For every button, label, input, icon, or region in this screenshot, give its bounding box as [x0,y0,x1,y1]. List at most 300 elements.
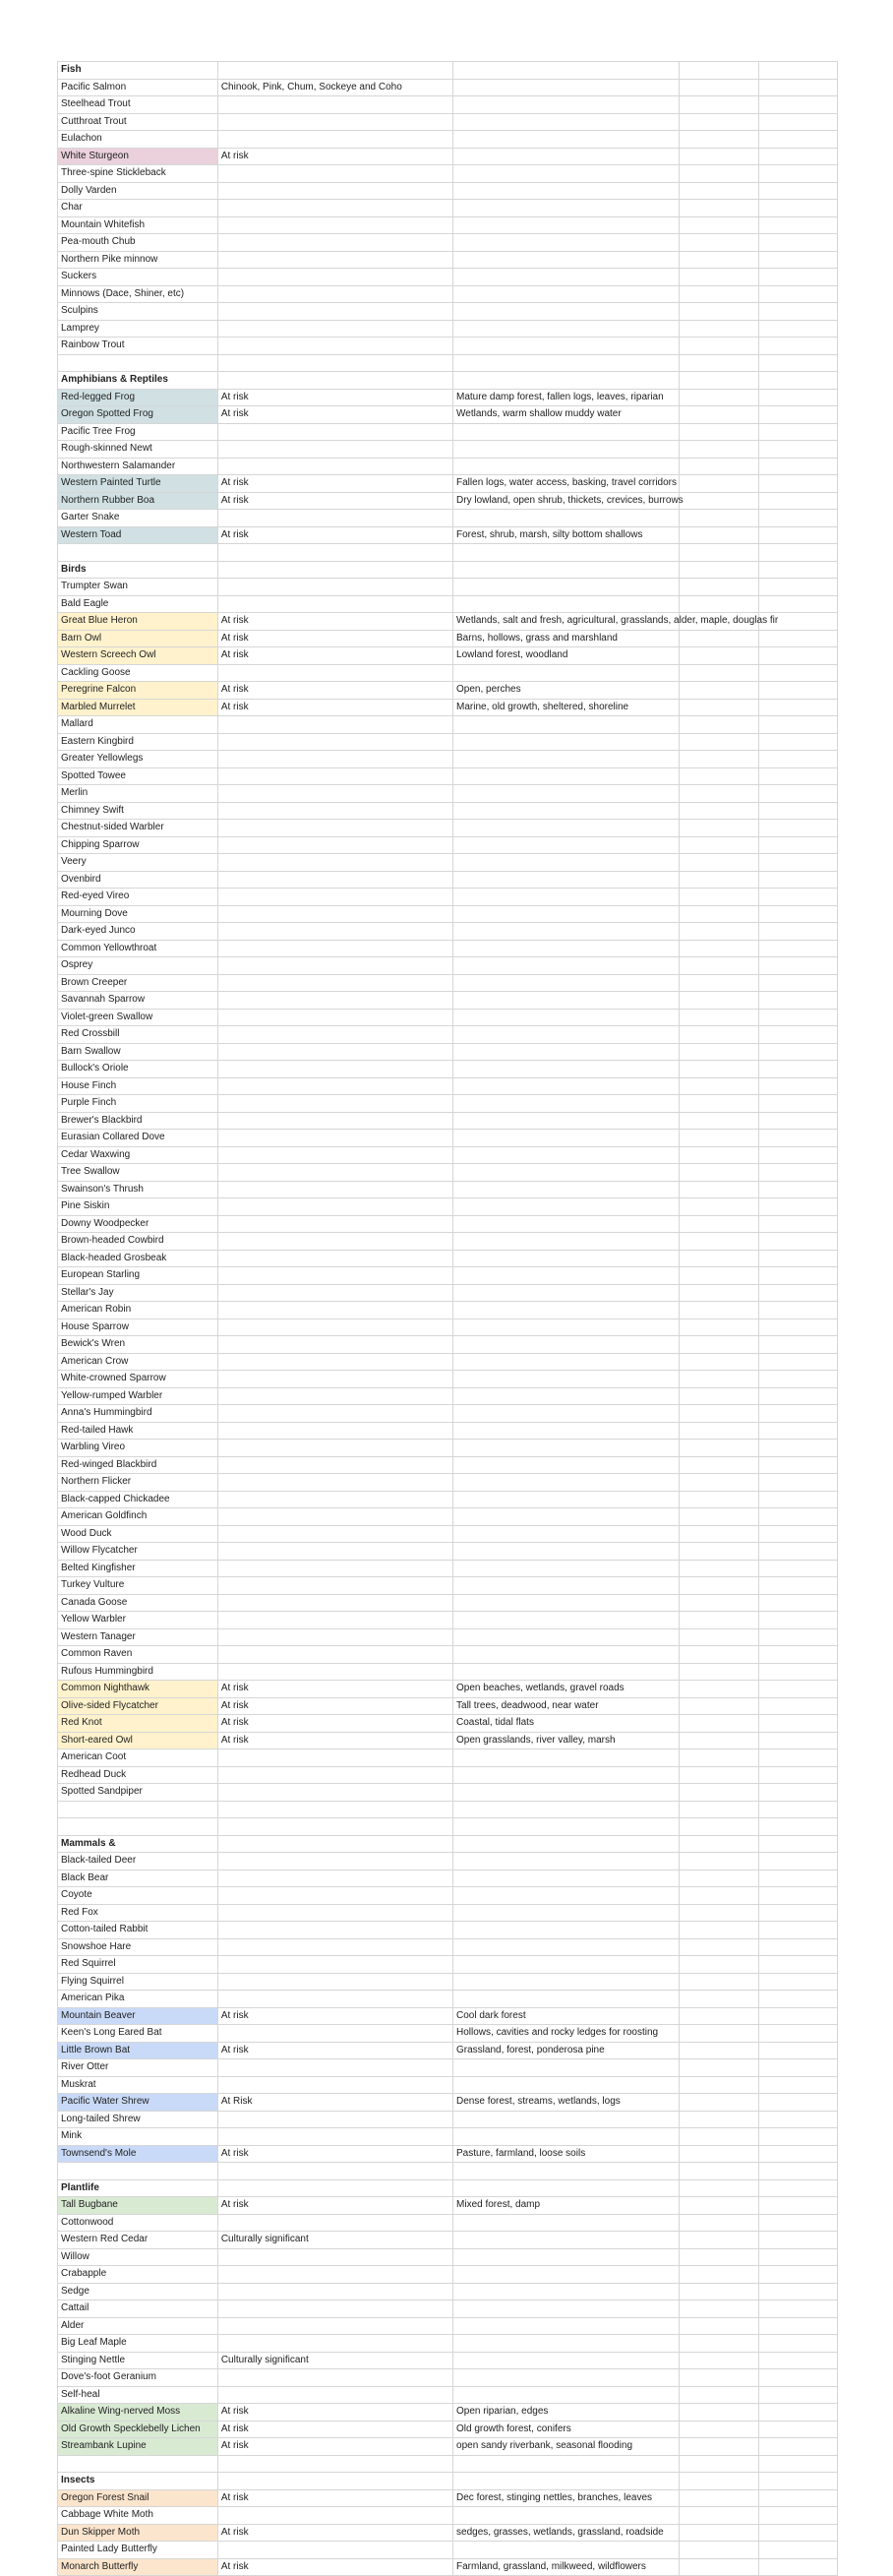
empty-cell[interactable] [758,475,837,493]
empty-cell[interactable] [758,1697,837,1715]
status-cell[interactable]: At risk [217,526,452,544]
species-name-cell[interactable]: Chipping Sparrow [58,836,218,854]
empty-cell[interactable] [758,423,837,441]
empty-cell[interactable] [680,2369,758,2387]
species-name-cell[interactable]: Red Fox [58,1904,218,1922]
empty-cell[interactable] [758,1164,837,1182]
empty-cell[interactable] [680,664,758,682]
species-name-cell[interactable]: Dove's-foot Geranium [58,2369,218,2387]
empty-cell[interactable] [680,165,758,183]
empty-cell[interactable] [758,647,837,665]
species-name-cell[interactable]: Coyote [58,1887,218,1905]
habitat-cell[interactable]: sedges, grasses, wetlands, grassland, roadside [453,2524,680,2542]
empty-cell[interactable] [758,303,837,321]
habitat-cell[interactable] [453,2455,680,2473]
status-cell[interactable] [217,1077,452,1095]
status-cell[interactable] [217,200,452,217]
habitat-cell[interactable] [453,1646,680,1664]
empty-cell[interactable] [680,1594,758,1612]
habitat-cell[interactable] [453,905,680,923]
status-cell[interactable] [217,2317,452,2335]
empty-cell[interactable] [758,251,837,269]
species-name-cell[interactable]: Northern Rubber Boa [58,492,218,510]
habitat-cell[interactable] [453,1440,680,1457]
habitat-cell[interactable] [453,285,680,303]
status-cell[interactable] [217,733,452,751]
empty-cell[interactable] [758,2059,837,2077]
habitat-cell[interactable] [453,62,680,80]
habitat-cell[interactable] [453,2473,680,2490]
habitat-cell[interactable]: Tall trees, deadwood, near water [453,1697,680,1715]
habitat-cell[interactable] [453,337,680,355]
habitat-cell[interactable] [453,836,680,854]
empty-cell[interactable] [758,510,837,527]
empty-cell[interactable] [680,1715,758,1733]
status-cell[interactable] [217,544,452,562]
empty-cell[interactable] [758,406,837,424]
empty-cell[interactable] [758,1508,837,1526]
habitat-cell[interactable] [453,1766,680,1784]
habitat-cell[interactable] [453,767,680,785]
status-cell[interactable] [217,664,452,682]
species-name-cell[interactable]: Brewer's Blackbird [58,1112,218,1130]
empty-cell[interactable] [680,2059,758,2077]
empty-cell[interactable] [680,923,758,941]
status-cell[interactable]: At risk [217,2421,452,2438]
empty-cell[interactable] [758,182,837,200]
empty-cell[interactable] [680,2197,758,2215]
status-cell[interactable] [217,1474,452,1492]
species-name-cell[interactable]: Red Knot [58,1715,218,1733]
species-name-cell[interactable] [58,1801,218,1818]
empty-cell[interactable] [758,905,837,923]
empty-cell[interactable] [680,1440,758,1457]
empty-cell[interactable] [758,561,837,579]
habitat-cell[interactable] [453,441,680,459]
habitat-cell[interactable] [453,113,680,131]
status-cell[interactable]: At risk [217,2524,452,2542]
status-cell[interactable] [217,1198,452,1216]
empty-cell[interactable] [758,2163,837,2180]
status-cell[interactable] [217,2128,452,2146]
habitat-cell[interactable] [453,2317,680,2335]
empty-cell[interactable] [680,871,758,889]
habitat-cell[interactable] [453,320,680,337]
empty-cell[interactable] [680,148,758,165]
empty-cell[interactable] [680,1577,758,1595]
species-name-cell[interactable]: Belted Kingfisher [58,1560,218,1577]
status-cell[interactable] [217,1887,452,1905]
species-name-cell[interactable]: Flying Squirrel [58,1973,218,1991]
empty-cell[interactable] [680,1922,758,1939]
empty-cell[interactable] [680,1284,758,1302]
status-cell[interactable] [217,1233,452,1251]
status-cell[interactable] [217,1560,452,1577]
species-name-cell[interactable]: Red-legged Frog [58,389,218,406]
habitat-cell[interactable] [453,2248,680,2266]
status-cell[interactable] [217,1508,452,1526]
status-cell[interactable]: At risk [217,2438,452,2456]
empty-cell[interactable] [758,2128,837,2146]
status-cell[interactable] [217,1904,452,1922]
habitat-cell[interactable] [453,1284,680,1302]
habitat-cell[interactable] [453,1818,680,1836]
species-name-cell[interactable]: Western Screech Owl [58,647,218,665]
empty-cell[interactable] [758,2438,837,2456]
species-name-cell[interactable]: Bewick's Wren [58,1336,218,1354]
species-name-cell[interactable]: Barn Swallow [58,1043,218,1061]
empty-cell[interactable] [680,1026,758,1044]
species-name-cell[interactable]: European Starling [58,1267,218,1285]
empty-cell[interactable] [758,216,837,234]
empty-cell[interactable] [758,2317,837,2335]
status-cell[interactable]: At risk [217,2145,452,2163]
section-title-cell[interactable]: Birds [58,561,218,579]
status-cell[interactable]: Chinook, Pink, Chum, Sockeye and Coho [217,79,452,96]
species-name-cell[interactable]: Townsend's Mole [58,2145,218,2163]
species-name-cell[interactable]: Stellar's Jay [58,1284,218,1302]
habitat-cell[interactable] [453,2542,680,2559]
empty-cell[interactable] [758,1922,837,1939]
status-cell[interactable] [217,2542,452,2559]
status-cell[interactable] [217,2025,452,2043]
status-cell[interactable] [217,1130,452,1147]
habitat-cell[interactable] [453,1594,680,1612]
status-cell[interactable] [217,423,452,441]
empty-cell[interactable] [758,2007,837,2025]
empty-cell[interactable] [680,2524,758,2542]
habitat-cell[interactable] [453,1560,680,1577]
empty-cell[interactable] [680,1233,758,1251]
status-cell[interactable] [217,974,452,992]
empty-cell[interactable] [758,526,837,544]
species-name-cell[interactable]: Willow Flycatcher [58,1543,218,1561]
species-name-cell[interactable]: Steelhead Trout [58,96,218,114]
status-cell[interactable] [217,216,452,234]
status-cell[interactable] [217,1336,452,1354]
species-name-cell[interactable]: Pacific Tree Frog [58,423,218,441]
habitat-cell[interactable] [453,1233,680,1251]
species-name-cell[interactable]: Alkaline Wing-nerved Moss [58,2404,218,2422]
empty-cell[interactable] [680,2179,758,2197]
species-name-cell[interactable]: Spotted Sandpiper [58,1784,218,1802]
status-cell[interactable] [217,1440,452,1457]
habitat-cell[interactable]: Lowland forest, woodland [453,647,680,665]
habitat-cell[interactable] [453,1612,680,1629]
status-cell[interactable]: At risk [217,2197,452,2215]
status-cell[interactable] [217,1456,452,1474]
status-cell[interactable]: At risk [217,1715,452,1733]
status-cell[interactable] [217,1267,452,1285]
empty-cell[interactable] [680,1560,758,1577]
habitat-cell[interactable] [453,1267,680,1285]
empty-cell[interactable] [758,2266,837,2284]
empty-cell[interactable] [758,1956,837,1974]
species-name-cell[interactable]: House Sparrow [58,1319,218,1336]
status-cell[interactable]: At risk [217,647,452,665]
empty-cell[interactable] [758,1130,837,1147]
species-name-cell[interactable]: Pacific Salmon [58,79,218,96]
section-title-cell[interactable]: Insects [58,2473,218,2490]
empty-cell[interactable] [758,854,837,872]
species-name-cell[interactable]: Bullock's Oriole [58,1061,218,1078]
empty-cell[interactable] [680,269,758,286]
species-name-cell[interactable]: Red-eyed Vireo [58,889,218,906]
empty-cell[interactable] [758,802,837,820]
habitat-cell[interactable]: Pasture, farmland, loose soils [453,2145,680,2163]
empty-cell[interactable] [680,1112,758,1130]
empty-cell[interactable] [758,1371,837,1388]
empty-cell[interactable] [680,337,758,355]
species-name-cell[interactable]: Black-headed Grosbeak [58,1250,218,1267]
empty-cell[interactable] [680,510,758,527]
status-cell[interactable] [217,1938,452,1956]
habitat-cell[interactable] [453,1663,680,1681]
habitat-cell[interactable] [453,2335,680,2353]
empty-cell[interactable] [758,992,837,1010]
status-cell[interactable]: At risk [217,2558,452,2576]
empty-cell[interactable] [758,767,837,785]
empty-cell[interactable] [680,1077,758,1095]
empty-cell[interactable] [680,1422,758,1440]
status-cell[interactable] [217,1387,452,1405]
habitat-cell[interactable] [453,1112,680,1130]
empty-cell[interactable] [758,2524,837,2542]
section-title-cell[interactable]: Mammals & [58,1835,218,1853]
species-name-cell[interactable]: Sedge [58,2283,218,2300]
empty-cell[interactable] [758,337,837,355]
species-name-cell[interactable]: Tree Swallow [58,1164,218,1182]
empty-cell[interactable] [758,62,837,80]
species-name-cell[interactable]: Downy Woodpecker [58,1215,218,1233]
empty-cell[interactable] [680,1043,758,1061]
habitat-cell[interactable]: Mature damp forest, fallen logs, leaves, riparian [453,389,680,406]
empty-cell[interactable] [758,1938,837,1956]
habitat-cell[interactable] [453,2232,680,2249]
habitat-cell[interactable] [453,1456,680,1474]
empty-cell[interactable] [758,733,837,751]
empty-cell[interactable] [680,1956,758,1974]
status-cell[interactable]: At risk [217,1732,452,1749]
habitat-cell[interactable] [453,2111,680,2128]
habitat-cell[interactable]: Grassland, forest, ponderosa pine [453,2042,680,2059]
empty-cell[interactable] [680,251,758,269]
habitat-cell[interactable] [453,1749,680,1767]
empty-cell[interactable] [680,1130,758,1147]
status-cell[interactable] [217,1250,452,1267]
habitat-cell[interactable]: Coastal, tidal flats [453,1715,680,1733]
empty-cell[interactable] [758,1991,837,2008]
habitat-cell[interactable] [453,2179,680,2197]
empty-cell[interactable] [758,1198,837,1216]
species-name-cell[interactable]: River Otter [58,2059,218,2077]
status-cell[interactable] [217,940,452,957]
habitat-cell[interactable] [453,579,680,596]
empty-cell[interactable] [680,1405,758,1423]
habitat-cell[interactable] [453,1009,680,1026]
status-cell[interactable] [217,957,452,975]
empty-cell[interactable] [680,595,758,613]
empty-cell[interactable] [758,2283,837,2300]
status-cell[interactable]: At risk [217,699,452,716]
empty-cell[interactable] [758,79,837,96]
status-cell[interactable] [217,131,452,149]
status-cell[interactable]: At risk [217,492,452,510]
empty-cell[interactable] [680,1198,758,1216]
empty-cell[interactable] [758,2214,837,2232]
status-cell[interactable] [217,1956,452,1974]
empty-cell[interactable] [680,2438,758,2456]
status-cell[interactable] [217,2266,452,2284]
empty-cell[interactable] [680,1009,758,1026]
species-name-cell[interactable] [58,1818,218,1836]
empty-cell[interactable] [758,1887,837,1905]
empty-cell[interactable] [758,165,837,183]
species-name-cell[interactable] [58,2455,218,2473]
status-cell[interactable] [217,285,452,303]
status-cell[interactable] [217,1026,452,1044]
empty-cell[interactable] [758,544,837,562]
status-cell[interactable] [217,320,452,337]
habitat-cell[interactable] [453,2386,680,2404]
status-cell[interactable] [217,182,452,200]
species-name-cell[interactable]: Pine Siskin [58,1198,218,1216]
status-cell[interactable]: At risk [217,2404,452,2422]
status-cell[interactable] [217,269,452,286]
habitat-cell[interactable] [453,1508,680,1526]
empty-cell[interactable] [680,1681,758,1698]
habitat-cell[interactable] [453,510,680,527]
empty-cell[interactable] [758,492,837,510]
empty-cell[interactable] [680,785,758,803]
empty-cell[interactable] [758,234,837,252]
empty-cell[interactable] [758,1405,837,1423]
status-cell[interactable] [217,905,452,923]
status-cell[interactable]: At risk [217,475,452,493]
species-name-cell[interactable]: Suckers [58,269,218,286]
empty-cell[interactable] [758,957,837,975]
status-cell[interactable]: At risk [217,630,452,647]
empty-cell[interactable] [758,1525,837,1543]
habitat-cell[interactable] [453,1130,680,1147]
empty-cell[interactable] [680,699,758,716]
species-name-cell[interactable]: Warbling Vireo [58,1440,218,1457]
empty-cell[interactable] [758,2404,837,2422]
empty-cell[interactable] [758,940,837,957]
status-cell[interactable] [217,1043,452,1061]
empty-cell[interactable] [758,1491,837,1508]
empty-cell[interactable] [680,216,758,234]
empty-cell[interactable] [680,561,758,579]
empty-cell[interactable] [680,2128,758,2146]
empty-cell[interactable] [680,113,758,131]
empty-cell[interactable] [758,389,837,406]
empty-cell[interactable] [680,2542,758,2559]
empty-cell[interactable] [680,820,758,837]
empty-cell[interactable] [680,285,758,303]
status-cell[interactable] [217,2300,452,2318]
habitat-cell[interactable] [453,1938,680,1956]
habitat-cell[interactable] [453,1628,680,1646]
habitat-cell[interactable]: Open, perches [453,682,680,700]
habitat-cell[interactable] [453,2352,680,2369]
empty-cell[interactable] [758,269,837,286]
habitat-cell[interactable] [453,1198,680,1216]
habitat-cell[interactable] [453,2214,680,2232]
habitat-cell[interactable] [453,458,680,475]
status-cell[interactable] [217,1870,452,1887]
status-cell[interactable] [217,1853,452,1871]
status-cell[interactable] [217,1646,452,1664]
status-cell[interactable] [217,561,452,579]
status-cell[interactable] [217,1543,452,1561]
empty-cell[interactable] [758,716,837,734]
habitat-cell[interactable] [453,1215,680,1233]
status-cell[interactable]: At risk [217,406,452,424]
species-name-cell[interactable]: Barn Owl [58,630,218,647]
empty-cell[interactable] [758,836,837,854]
status-cell[interactable] [217,1835,452,1853]
status-cell[interactable] [217,1594,452,1612]
empty-cell[interactable] [680,1302,758,1319]
empty-cell[interactable] [680,1904,758,1922]
status-cell[interactable] [217,113,452,131]
empty-cell[interactable] [758,1077,837,1095]
empty-cell[interactable] [758,2352,837,2369]
empty-cell[interactable] [758,1732,837,1749]
empty-cell[interactable] [758,1095,837,1113]
empty-cell[interactable] [680,889,758,906]
status-cell[interactable] [217,820,452,837]
empty-cell[interactable] [758,1215,837,1233]
empty-cell[interactable] [680,1215,758,1233]
species-name-cell[interactable]: Chimney Swift [58,802,218,820]
species-name-cell[interactable]: Common Yellowthroat [58,940,218,957]
species-name-cell[interactable]: Streambank Lupine [58,2438,218,2456]
habitat-cell[interactable] [453,2163,680,2180]
empty-cell[interactable] [758,1284,837,1302]
habitat-cell[interactable] [453,1302,680,1319]
empty-cell[interactable] [758,1801,837,1818]
species-name-cell[interactable]: Common Nighthawk [58,1681,218,1698]
habitat-cell[interactable] [453,423,680,441]
empty-cell[interactable] [758,1663,837,1681]
empty-cell[interactable] [758,2076,837,2094]
species-name-cell[interactable]: Olive-sided Flycatcher [58,1697,218,1715]
habitat-cell[interactable]: Cool dark forest [453,2007,680,2025]
habitat-cell[interactable] [453,1474,680,1492]
status-cell[interactable] [217,1525,452,1543]
species-name-cell[interactable]: Snowshoe Hare [58,1938,218,1956]
species-name-cell[interactable]: Mink [58,2128,218,2146]
species-name-cell[interactable]: Short-eared Owl [58,1732,218,1749]
empty-cell[interactable] [758,1681,837,1698]
empty-cell[interactable] [758,1146,837,1164]
empty-cell[interactable] [758,1250,837,1267]
empty-cell[interactable] [680,2163,758,2180]
habitat-cell[interactable] [453,1353,680,1371]
empty-cell[interactable] [680,372,758,390]
status-cell[interactable] [217,2059,452,2077]
status-cell[interactable] [217,1628,452,1646]
empty-cell[interactable] [680,1749,758,1767]
habitat-cell[interactable] [453,923,680,941]
species-name-cell[interactable]: American Pika [58,1991,218,2008]
habitat-cell[interactable] [453,1801,680,1818]
habitat-cell[interactable] [453,716,680,734]
habitat-cell[interactable] [453,1026,680,1044]
empty-cell[interactable] [758,441,837,459]
